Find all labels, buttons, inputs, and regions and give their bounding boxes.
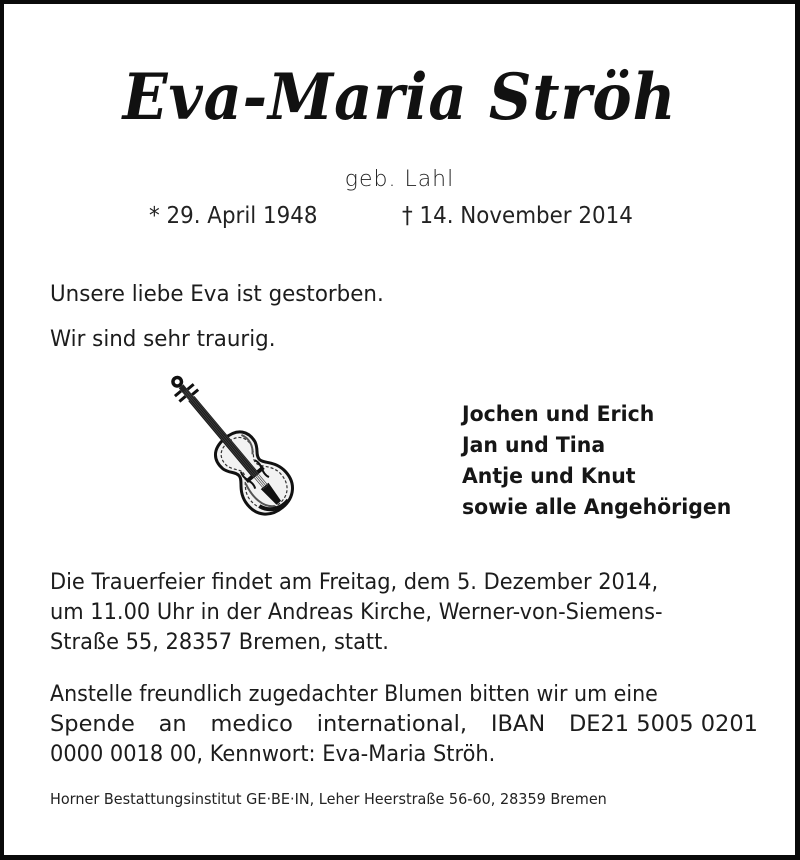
donation-word: an <box>158 711 187 737</box>
maiden-name: geb. Lahl <box>344 167 455 192</box>
donation-word: IBAN <box>490 711 546 737</box>
donation-line-1: Anstelle freundlich zugedachter Blumen bitten wir um eine <box>50 681 658 707</box>
funeral-home-footer: Horner Bestattungsinstitut GE·BE·IN, Leher Heerstraße 56-60, 28359 Bremen <box>50 790 607 808</box>
mourner-line: sowie alle Angehörigen <box>462 495 732 520</box>
funeral-line-3: Straße 55, 28357 Bremen, statt. <box>50 629 389 655</box>
intro-line-1: Unsere liebe Eva ist gestorben. <box>50 281 384 307</box>
iban-value: DE21 5005 0201 <box>568 711 758 737</box>
donation-line-2 <box>50 709 758 739</box>
donation-request <box>50 679 758 769</box>
mourner-line: Jan und Tina <box>462 433 606 458</box>
funeral-line-2: um 11.00 Uhr in der Andreas Kirche, Werner-von-Siemens- <box>50 599 663 625</box>
deceased-name: Eva-Maria Ströh <box>122 60 677 135</box>
birth-date: * 29. April 1948 <box>149 203 318 229</box>
mourner-line: Antje und Knut <box>462 464 636 489</box>
violin-icon <box>162 372 312 534</box>
death-date: † 14. November 2014 <box>402 203 633 229</box>
donation-word: medico <box>210 711 293 737</box>
mourner-line: Jochen und Erich <box>462 402 655 427</box>
donation-line-3: 0000 0018 00, Kennwort: Eva-Maria Ströh. <box>50 741 496 767</box>
funeral-details <box>50 567 758 657</box>
funeral-line-1: Die Trauerfeier findet am Freitag, dem 5. Dezember 2014, <box>50 569 659 595</box>
intro-line-2: Wir sind sehr traurig. <box>50 326 276 352</box>
mourners-list <box>462 399 731 523</box>
donation-word: Spende <box>50 711 135 737</box>
donation-word: international, <box>316 711 468 737</box>
